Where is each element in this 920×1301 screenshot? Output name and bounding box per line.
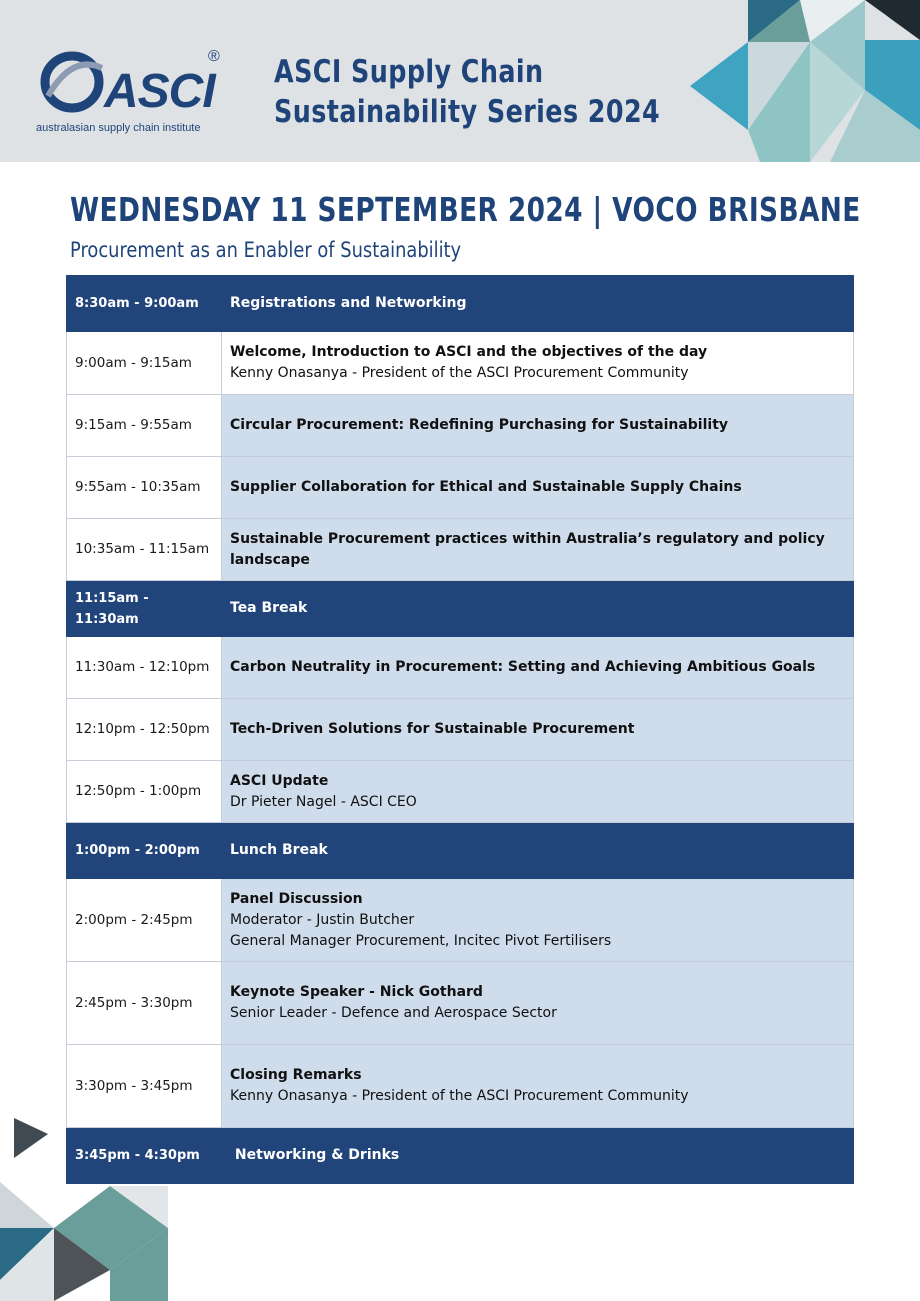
agenda-time: 9:55am - 10:35am	[67, 457, 222, 519]
agenda-row	[67, 1128, 854, 1184]
agenda-time: 11:30am - 12:10pm	[67, 637, 222, 699]
agenda-time: 1:00pm - 2:00pm	[67, 823, 222, 879]
agenda-session	[222, 395, 854, 457]
agenda-time: 3:45pm - 4:30pm	[67, 1128, 222, 1184]
agenda-session	[222, 879, 854, 962]
agenda-row	[67, 581, 854, 637]
header-triangle-pattern	[680, 0, 920, 162]
agenda-time: 3:30pm - 3:45pm	[67, 1045, 222, 1128]
agenda-row	[67, 761, 854, 823]
agenda-row	[67, 457, 854, 519]
agenda-time: 9:15am - 9:55am	[67, 395, 222, 457]
session-title: Closing Remarks	[230, 1067, 362, 1083]
agenda-row	[67, 276, 854, 332]
agenda-session	[222, 457, 854, 519]
registered-mark: ®	[208, 48, 220, 65]
asci-logo	[36, 46, 236, 136]
series-title	[274, 52, 660, 132]
session-title: Circular Procurement: Redefining Purchasing for Sustainability	[230, 417, 729, 433]
agenda-session	[222, 962, 854, 1045]
agenda-row	[67, 395, 854, 457]
agenda-row	[67, 332, 854, 395]
agenda-time: 2:45pm - 3:30pm	[67, 962, 222, 1045]
event-heading: WEDNESDAY 11 SEPTEMBER 2024 | VOCO BRISBANE	[70, 190, 861, 229]
agenda-time: 12:10pm - 12:50pm	[67, 699, 222, 761]
logo-tagline: australasian supply chain institute	[36, 122, 201, 134]
agenda-row	[67, 519, 854, 581]
session-title: Panel Discussion	[230, 890, 363, 907]
session-title: Carbon Neutrality in Procurement: Setting and Achieving Ambitious Goals	[230, 659, 816, 675]
agenda-time: 9:00am - 9:15am	[67, 332, 222, 395]
session-title: Tea Break	[230, 600, 308, 616]
agenda-row	[67, 699, 854, 761]
session-detail: Senior Leader - Defence and Aerospace Sector	[230, 1005, 557, 1021]
agenda-time: 12:50pm - 1:00pm	[67, 761, 222, 823]
agenda-session	[222, 761, 854, 823]
agenda-session	[222, 332, 854, 395]
series-title-line-2: Sustainability Series 2024	[274, 94, 661, 130]
agenda-time: 2:00pm - 2:45pm	[67, 879, 222, 962]
session-title: Supplier Collaboration for Ethical and Sustainable Supply Chains	[230, 479, 742, 495]
event-subheading: Procurement as an Enabler of Sustainability	[70, 238, 462, 262]
agenda-session	[222, 699, 854, 761]
session-title: Networking & Drinks	[230, 1147, 400, 1163]
agenda-row	[67, 1045, 854, 1128]
agenda-session	[222, 637, 854, 699]
agenda-body	[67, 276, 854, 1184]
session-title: Registrations and Networking	[230, 295, 467, 311]
agenda-session	[222, 519, 854, 581]
footer-triangle-pattern	[0, 1110, 175, 1301]
agenda-time: 8:30am - 9:00am	[67, 276, 222, 332]
agenda-row	[67, 879, 854, 962]
session-detail: General Manager Procurement, Incitec Pivot Fertilisers	[230, 932, 612, 949]
session-title: Sustainable Procurement practices within Australia’s regulatory and policy landscape	[230, 530, 825, 568]
session-detail: Kenny Onasanya - President of the ASCI Procurement Community	[230, 1088, 689, 1104]
agenda-time: 10:35am - 11:15am	[67, 519, 222, 581]
agenda-session	[222, 276, 854, 332]
session-detail: Kenny Onasanya - President of the ASCI Procurement Community	[230, 365, 689, 381]
agenda-row	[67, 637, 854, 699]
session-detail: Moderator - Justin Butcher	[230, 911, 415, 928]
session-title: Tech-Driven Solutions for Sustainable Procurement	[230, 721, 635, 737]
agenda-session	[222, 823, 854, 879]
session-title: Welcome, Introduction to ASCI and the objectives of the day	[230, 344, 708, 360]
logo-wordmark: ASCI	[104, 65, 215, 118]
agenda-session	[222, 581, 854, 637]
agenda-session	[222, 1128, 854, 1184]
agenda-row	[67, 962, 854, 1045]
agenda-session	[222, 1045, 854, 1128]
session-detail: Dr Pieter Nagel - ASCI CEO	[230, 793, 417, 810]
agenda-row	[67, 823, 854, 879]
agenda-time: 11:15am - 11:30am	[67, 581, 222, 637]
session-title: ASCI Update	[230, 772, 329, 789]
session-title: Keynote Speaker - Nick Gothard	[230, 984, 483, 1000]
session-title: Lunch Break	[230, 842, 328, 858]
page-header	[0, 0, 920, 162]
agenda-table	[66, 275, 854, 1184]
series-title-line-1: ASCI Supply Chain	[274, 54, 544, 90]
